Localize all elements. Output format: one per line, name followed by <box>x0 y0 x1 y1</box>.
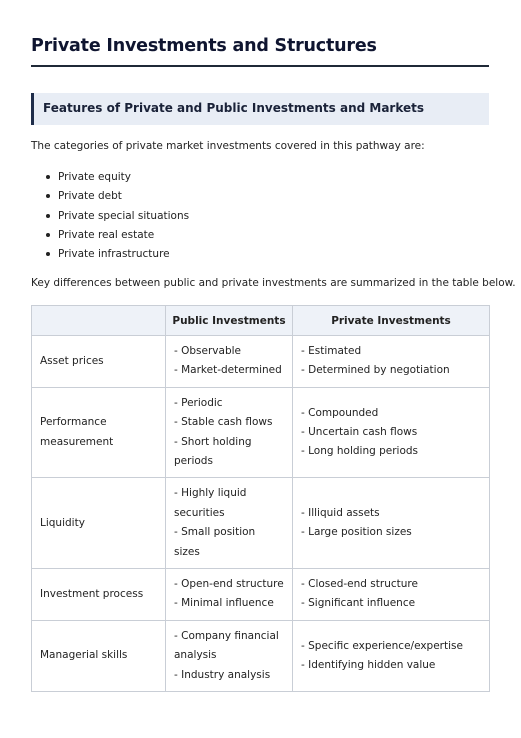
table-row <box>32 387 490 478</box>
cell-line: - Minimal influence <box>174 597 274 610</box>
list-item: Private real estate <box>31 228 189 247</box>
cell-line: analysis <box>174 649 217 662</box>
row-label <box>32 336 166 388</box>
list-item: Private special situations <box>31 209 189 228</box>
cell-line: - Periodic <box>174 396 223 409</box>
public-cell <box>166 478 293 569</box>
row-label-line: Managerial skills <box>40 649 128 662</box>
row-label <box>32 387 166 478</box>
cell-line: - Small position sizes <box>174 526 256 558</box>
table-header-private: Private Investments <box>293 306 490 336</box>
cell-line: - Determined by negotiation <box>301 364 450 377</box>
row-label <box>32 569 166 621</box>
cell-line: - Long holding periods <box>301 445 419 458</box>
row-label-line: Performance <box>40 416 107 429</box>
cell-line: - Closed-end structure <box>301 578 418 591</box>
cell-line: - Specific experience/expertise <box>301 639 463 652</box>
cell-line: - Identifying hidden value <box>301 658 436 671</box>
row-label-line: Asset prices <box>40 354 104 367</box>
list-item: Private infrastructure <box>31 247 189 266</box>
page-title: Private Investments and Structures <box>31 36 377 56</box>
table-header-row <box>32 306 490 336</box>
section-heading: Features of Private and Public Investments and Markets <box>43 101 425 115</box>
cell-line: periods <box>174 455 213 468</box>
table-row <box>32 478 490 569</box>
cell-line: - Estimated <box>301 345 362 357</box>
cell-line: - Highly liquid <box>174 487 247 500</box>
row-label-line: Liquidity <box>40 516 85 529</box>
row-label <box>32 478 166 569</box>
category-list <box>31 170 189 266</box>
cell-line: - Stable cash flows <box>174 416 273 429</box>
public-cell <box>166 387 293 478</box>
private-cell <box>293 387 490 478</box>
table-row <box>32 620 490 691</box>
public-cell <box>166 620 293 691</box>
table-row <box>32 336 490 388</box>
cell-line: securities <box>174 506 225 519</box>
cell-line: - Significant influence <box>301 597 416 610</box>
list-item: Private equity <box>31 170 189 189</box>
comparison-table <box>31 305 490 692</box>
intro-paragraph: The categories of private market investments covered in this pathway are: <box>31 140 425 152</box>
row-label-line: Investment process <box>40 587 144 600</box>
section-header <box>31 93 489 125</box>
cell-line: - Company financial <box>174 629 279 642</box>
private-cell <box>293 569 490 621</box>
cell-line: - Observable <box>174 345 241 357</box>
cell-line: - Illiquid assets <box>301 506 380 519</box>
list-item: Private debt <box>31 189 189 208</box>
cell-line: - Market-determined <box>174 364 282 377</box>
title-divider <box>31 65 489 67</box>
table-header-public: Public Investments <box>166 306 293 336</box>
cell-line: - Compounded <box>301 406 379 419</box>
public-cell <box>166 569 293 621</box>
private-cell <box>293 620 490 691</box>
table-intro-paragraph: Key differences between public and private investments are summarized in the table below. <box>31 277 516 289</box>
private-cell <box>293 478 490 569</box>
table-row <box>32 569 490 621</box>
cell-line: - Large position sizes <box>301 526 412 539</box>
cell-line: - Industry analysis <box>174 668 271 681</box>
public-cell <box>166 336 293 388</box>
row-label <box>32 620 166 691</box>
cell-line: - Open-end structure <box>174 578 284 591</box>
cell-line: - Uncertain cash flows <box>301 425 418 438</box>
private-cell <box>293 336 490 388</box>
table-header-empty <box>32 306 166 336</box>
cell-line: - Short holding <box>174 435 252 448</box>
row-label-line: measurement <box>40 435 114 448</box>
